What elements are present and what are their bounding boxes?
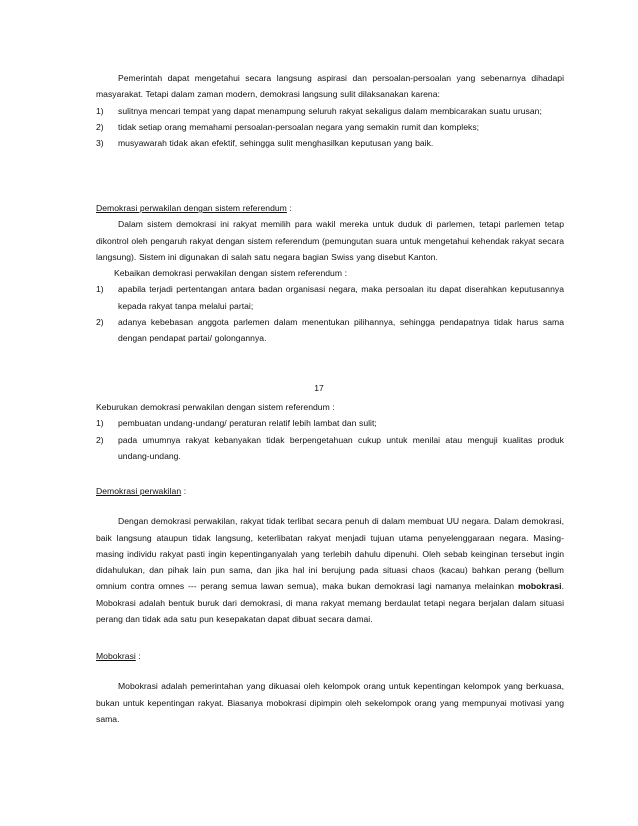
list-text: sulitnya mencari tempat yang dapat menampung seluruh rakyat sekaligus dalam membicarakan suatu urusan; xyxy=(118,105,542,116)
list-item xyxy=(96,314,564,347)
list-item xyxy=(96,281,564,314)
list-item xyxy=(96,432,564,465)
list-number: 1) xyxy=(96,105,104,116)
section-heading xyxy=(96,648,564,664)
section-direct-democracy xyxy=(96,70,564,151)
heading-text: Mobokrasi xyxy=(96,651,136,661)
section-heading xyxy=(96,200,564,216)
section-mobocracy xyxy=(96,648,564,727)
list-text: apabila terjadi pertentangan antara badan organisasi negara, maka persoalan itu dapat diserahkan keputusannya kepada rakyat tanpa melalui partai; xyxy=(118,284,564,311)
list-text: pada umumnya rakyat kebanyakan tidak berpengetahuan cukup untuk menilai atau menguji kualitas produk undang-undang. xyxy=(118,434,564,461)
page-number: 17 xyxy=(314,383,324,393)
heading-suffix: : xyxy=(181,486,187,496)
bold-term: mobokrasi xyxy=(517,581,562,592)
list-number: 1) xyxy=(96,284,104,295)
list-number: 2) xyxy=(96,317,104,328)
list-item xyxy=(96,119,564,135)
disadvantages-intro: Keburukan demokrasi perwakilan dengan sistem referendum : xyxy=(96,402,335,412)
advantages-list xyxy=(96,281,564,346)
list-number: 2) xyxy=(96,434,104,445)
section-representative xyxy=(96,483,564,627)
list-number: 2) xyxy=(96,121,104,132)
section-disadvantages xyxy=(96,399,564,464)
section-referendum xyxy=(96,200,564,347)
spacer xyxy=(96,664,564,678)
referendum-paragraph: Dalam sistem demokrasi ini rakyat memilih para wakil mereka untuk duduk di parlemen, tetapi parlemen tetap dikontrol oleh pengaruh rakyat dengan sistem referendum (pemungutan suara untuk mengetahui kehendak rakyat secara langsung). Sistem ini digunakan di salah satu negara bagian Swiss yang disebut Kanton. xyxy=(96,219,564,262)
list-item xyxy=(96,135,564,151)
list-text: musyawarah tidak akan efektif, sehingga sulit menghasilkan keputusan yang baik. xyxy=(118,138,434,149)
advantages-intro: Kebaikan demokrasi perwakilan dengan sistem referendum : xyxy=(114,268,348,279)
list-text: pembuatan undang-undang/ peraturan relatif lebih lambat dan sulit; xyxy=(118,418,377,429)
list-item xyxy=(96,103,564,119)
mobocracy-paragraph: Mobokrasi adalah pemerintahan yang dikuasai oleh kelompok orang untuk kepentingan kelompok yang berkuasa, bukan untuk kepentingan rakyat. Biasanya mobokrasi dipimpin oleh sekelompok orang yang mempunyai motivasi yang sama. xyxy=(96,681,564,724)
list-number: 1) xyxy=(96,418,104,429)
intro-paragraph: Pemerintah dapat mengetahui secara langsung aspirasi dan persoalan-persoalan yang sebenarnya dihadapi masyarakat. Tetapi dalam zaman modern, demokrasi langsung sulit dilaksanakan karena: xyxy=(96,73,564,100)
paragraph-text: Dengan demokrasi perwakilan, rakyat tidak terlibat secara penuh di dalam membuat UU negara. Dalam demokrasi, baik langsung ataupun tidak langsung, keterlibatan rakyat menjadi tujuan utama penyelenggaraan negara. Masing-masing individu rakyat pasti ingin kepentinganyalah yang terlebih dahulu dipenuhi. Oleh sebab keinginan tersebut ingin didahulukan, dan pihak lain pun sama, dan jika hal ini berujung pada situasi chaos (kacau) bahkan perang (bellum omnium contra omnes --- perang semua lawan semua), maka bukan demokrasi lagi namanya melainkan xyxy=(96,516,564,592)
list-item xyxy=(96,415,564,431)
heading-suffix: : xyxy=(286,203,292,213)
list-text: tidak setiap orang memahami persoalan-persoalan negara yang semakin rumit dan kompleks; xyxy=(118,121,480,132)
list-text: adanya kebebasan anggota parlemen dalam menentukan pilihannya, sehingga pendapatnya tidak harus sama dengan pendapat partai/ golongannya. xyxy=(118,317,564,344)
spacer xyxy=(96,499,564,513)
section-heading xyxy=(96,483,564,499)
difficulty-list xyxy=(96,103,564,152)
list-number: 3) xyxy=(96,138,104,149)
paragraph-text: . Mobokrasi adalah bentuk buruk dari demokrasi, di mana rakyat memang berdaulat tetapi negara berjalan dalam situasi perang dan tidak ada satu pun kesepakatan dapat dibuat secara damai. xyxy=(96,581,564,625)
disadvantages-list xyxy=(96,415,564,464)
representative-paragraph xyxy=(96,513,564,627)
heading-suffix: : xyxy=(135,651,141,661)
heading-text: Demokrasi perwakilan xyxy=(96,486,182,496)
heading-text: Demokrasi perwakilan dengan sistem referendum xyxy=(96,203,287,213)
